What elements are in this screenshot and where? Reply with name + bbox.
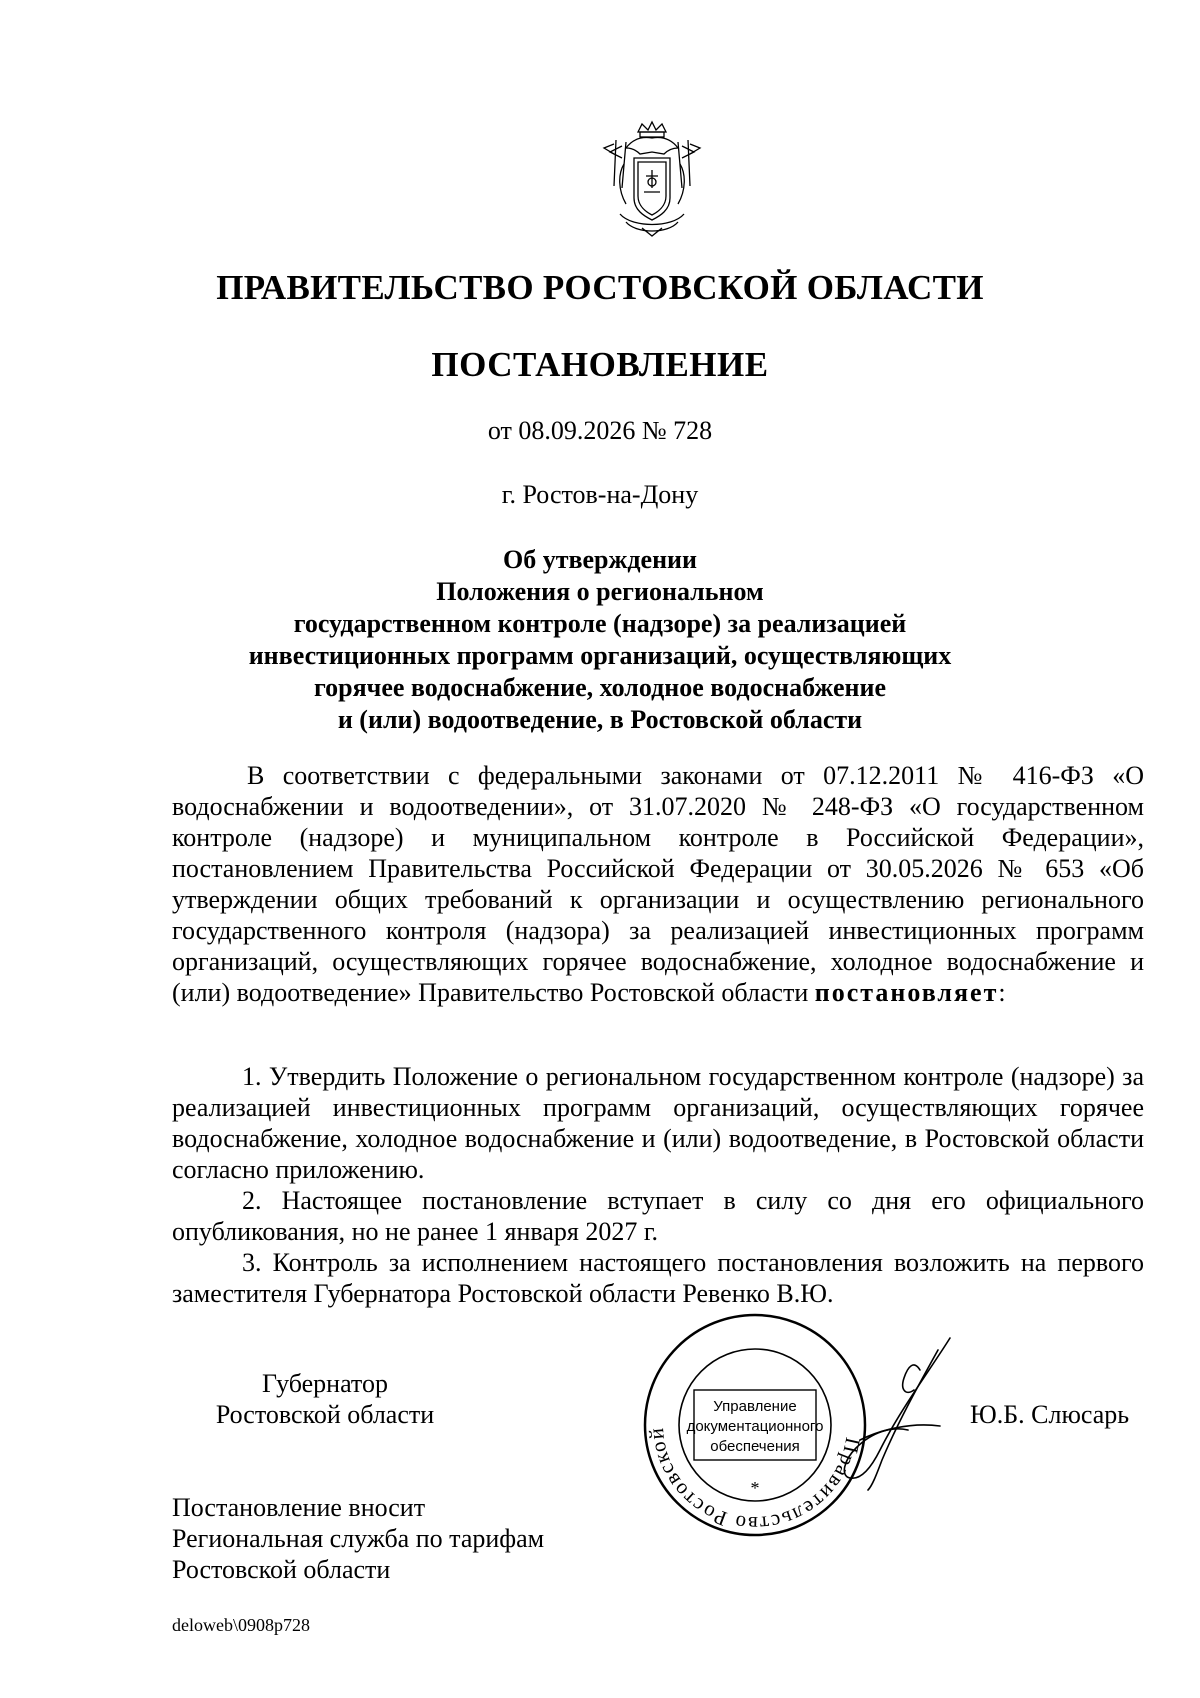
- signatory-position-line: Ростовской области: [215, 1400, 435, 1429]
- decree-word: постановляет: [814, 978, 999, 1007]
- submitted-by-line: Региональная служба по тарифам: [172, 1524, 545, 1553]
- document-type-title: ПОСТАНОВЛЕНИЕ: [431, 345, 769, 384]
- stamp-inner-line: обеспечения: [710, 1438, 800, 1455]
- decree-colon: :: [998, 978, 1006, 1007]
- preamble-text: В соответствии с федеральными законами от 07.12.2011 № 416-ФЗ «О водоснабжении и водоотведении», от 31.07.2020 № 248-ФЗ «О государственном контроле (надзоре) и муниципальном контроле в Российской Федерации», постановлением Правительства Российской Федерации от 30.05.2026 № 653 «Об утверждении общих требований к организации и осуществлению регионального государственного контроля (надзора) за реализацией инвестиционных программ организаций, осуществляющих горячее водоснабжение, холодное водоснабжение и (или) водоотведение» Правительство Ростовской области: [172, 761, 1144, 1007]
- preamble-paragraph: [172, 760, 1144, 1008]
- decree-point-1: [172, 1061, 1144, 1185]
- stamp-inner-line: документационного: [686, 1418, 824, 1435]
- signatory-position-line: Губернатор: [262, 1369, 388, 1398]
- stamp-ring-text: Правительство Ростовской: [643, 1425, 866, 1537]
- decree-point-2: [172, 1185, 1144, 1247]
- signatory-position: [170, 1368, 480, 1430]
- organization-title: ПРАВИТЕЛЬСТВО РОСТОВСКОЙ ОБЛАСТИ: [216, 268, 984, 307]
- point-text: 3. Контроль за исполнением настоящего постановления возложить на первого заместителя Губернатора Ростовской области Ревенко В.Ю.: [172, 1248, 1144, 1308]
- document-file-code: deloweb\0908p728: [172, 1615, 310, 1635]
- handwritten-signature-icon: [820, 1330, 960, 1500]
- subject-line: государственном контроле (надзоре) за реализацией: [293, 609, 907, 638]
- decree-point-3: [172, 1247, 1144, 1309]
- document-date-number: от 08.09.2026 № 728: [487, 416, 713, 445]
- stamp-inner-line: Управление: [713, 1398, 797, 1415]
- subject-line: Положения о региональном: [436, 577, 764, 606]
- submitted-by-block: [172, 1492, 544, 1585]
- document-city: г. Ростов-на-Дону: [501, 480, 699, 509]
- subject-line: Об утверждении: [502, 545, 698, 574]
- document-subject: [0, 544, 1200, 736]
- stamp-star: *: [750, 1478, 760, 1498]
- signatory-name: Ю.Б. Слюсарь: [970, 1400, 1130, 1429]
- subject-line: инвестиционных программ организаций, осуществляющих: [248, 641, 952, 670]
- submitted-by-line: Постановление вносит: [172, 1493, 426, 1522]
- subject-line: горячее водоснабжение, холодное водоснабжение: [314, 673, 886, 702]
- coat-of-arms-icon: [596, 118, 708, 238]
- submitted-by-line: Ростовской области: [172, 1555, 391, 1584]
- point-text: 2. Настоящее постановление вступает в силу со дня его официального опубликования, но не ранее 1 января 2027 г.: [172, 1186, 1144, 1246]
- point-text: 1. Утвердить Положение о региональном государственном контроле (надзоре) за реализацией инвестиционных программ организаций, осуществляющих горячее водоснабжение, холодное водоснабжение и (или) водоотведение, в Ростовской области согласно приложению.: [172, 1062, 1144, 1184]
- subject-line: и (или) водоотведение, в Ростовской области: [337, 705, 863, 734]
